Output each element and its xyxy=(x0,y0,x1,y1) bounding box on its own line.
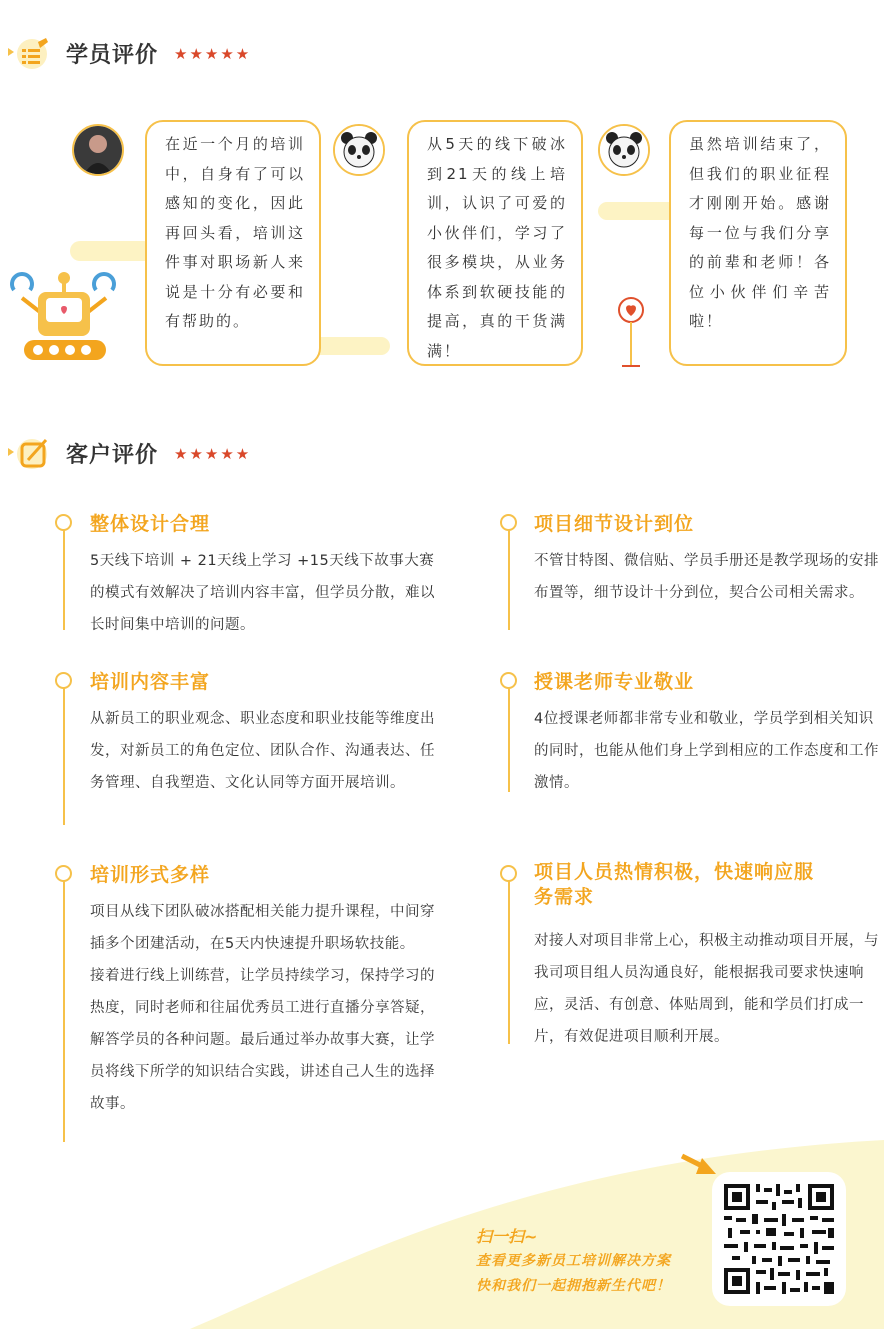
client-item-paragraph: 项目从线下团队破冰搭配相关能力提升课程，中间穿插多个团建活动，在5天内快速提升职场软技能。 xyxy=(90,904,435,952)
panda-avatar xyxy=(335,126,383,174)
client-item-paragraph: 不管甘特图、微信贴、学员手册还是教学现场的安排布置等，细节设计十分到位，契合公司相关需求。 xyxy=(534,553,879,601)
client-item-text xyxy=(534,703,879,799)
timeline-line xyxy=(508,874,510,1044)
client-item-title: 授课老师专业敬业 xyxy=(534,671,695,693)
reviewer-avatar xyxy=(598,124,650,176)
client-section-title: 客户评价 xyxy=(66,443,159,468)
client-item-title: 项目人员热情积极，快速响应服务需求 xyxy=(534,861,815,908)
client-item-paragraph: 对接人对项目非常上心，积极主动推动项目开展，与我司项目组人员沟通良好，能根据我司要求快速响应，灵活、有创意、体贴周到，能和学员们打成一片，有效促进项目顺利开展。 xyxy=(534,933,879,1045)
qr-code-icon xyxy=(712,1172,846,1306)
client-item-title: 培训内容丰富 xyxy=(90,671,211,693)
panda-avatar xyxy=(600,126,648,174)
scan-title: 扫一扫~ xyxy=(476,1227,538,1246)
timeline-dot xyxy=(55,865,72,882)
client-item-paragraph: 接着进行线上训练营，让学员持续学习，保持学习的热度，同时老师和往届优秀员工进行直播分享答疑，解答学员的各种问题。最后通过举办故事大赛，让学员将线下所学的知识结合实践，讲述自己人生的选择故事。 xyxy=(90,968,435,1112)
heart-sign-icon xyxy=(616,296,646,368)
reviewer-avatar xyxy=(72,124,124,176)
client-item-title: 培训形式多样 xyxy=(90,864,211,886)
student-review-text: 在近一个月的培训中，自身有了可以感知的变化，因此再回头看，培训这件事对职场新人来说是十分有必要和有帮助的。 xyxy=(165,135,305,330)
client-item-paragraph: 4位授课老师都非常专业和敬业，学员学到相关知识的同时，也能从他们身上学到相应的工作态度和工作激情。 xyxy=(534,711,879,791)
client-item-text xyxy=(534,925,879,1053)
student-review-card xyxy=(669,120,847,366)
client-item-paragraph: 从新员工的职业观念、职业态度和职业技能等维度出发，对新员工的角色定位、团队合作、沟通表达、任务管理、自我塑造、文化认同等方面开展培训。 xyxy=(90,711,435,791)
pencil-list-icon xyxy=(8,36,56,72)
timeline-line xyxy=(63,682,65,825)
client-item-text xyxy=(90,703,435,799)
timeline-dot xyxy=(55,672,72,689)
timeline-line xyxy=(508,523,510,630)
client-item-text xyxy=(90,545,435,641)
client-section-header xyxy=(8,436,408,472)
timeline-dot xyxy=(500,865,517,882)
qr-code[interactable] xyxy=(712,1172,846,1306)
timeline-line xyxy=(63,523,65,630)
student-review-text: 虽然培训结束了，但我们的职业征程才刚刚开始。感谢每一位与我们分享的前辈和老师！各位小伙伴们辛苦啦！ xyxy=(689,135,831,330)
reviewer-avatar xyxy=(333,124,385,176)
student-review-text: 从5天的线下破冰到21天的线上培训，认识了可爱的小伙伴们，学习了很多模块，从业务体系到软硬技能的提高，真的干货满满！ xyxy=(427,135,567,360)
client-item-title: 整体设计合理 xyxy=(90,513,211,535)
timeline-dot xyxy=(500,514,517,531)
user-avatar-photo xyxy=(74,126,122,174)
timeline-line xyxy=(63,874,65,1142)
client-item-text xyxy=(534,545,879,609)
rating-stars: ★★★★★ xyxy=(174,45,252,63)
client-item-title: 项目细节设计到位 xyxy=(534,513,695,535)
decor-pill xyxy=(70,241,154,261)
student-section-header xyxy=(8,36,408,72)
edit-note-icon xyxy=(8,436,56,472)
client-item-text xyxy=(90,896,435,1120)
timeline-line xyxy=(508,682,510,792)
timeline-dot xyxy=(500,672,517,689)
student-review-card xyxy=(407,120,583,366)
client-item-paragraph: 5天线下培训 + 21天线上学习 +15天线下故事大赛的模式有效解决了培训内容丰富，但学员分散，难以长时间集中培训的问题。 xyxy=(90,553,435,633)
footer-line-2: 快和我们一起拥抱新生代吧！ xyxy=(476,1278,671,1294)
robot-illustration xyxy=(6,268,124,370)
footer-line-1: 查看更多新员工培训解决方案 xyxy=(476,1253,671,1269)
student-section-title: 学员评价 xyxy=(66,43,159,68)
timeline-dot xyxy=(55,514,72,531)
rating-stars: ★★★★★ xyxy=(174,445,252,463)
student-review-card xyxy=(145,120,321,366)
